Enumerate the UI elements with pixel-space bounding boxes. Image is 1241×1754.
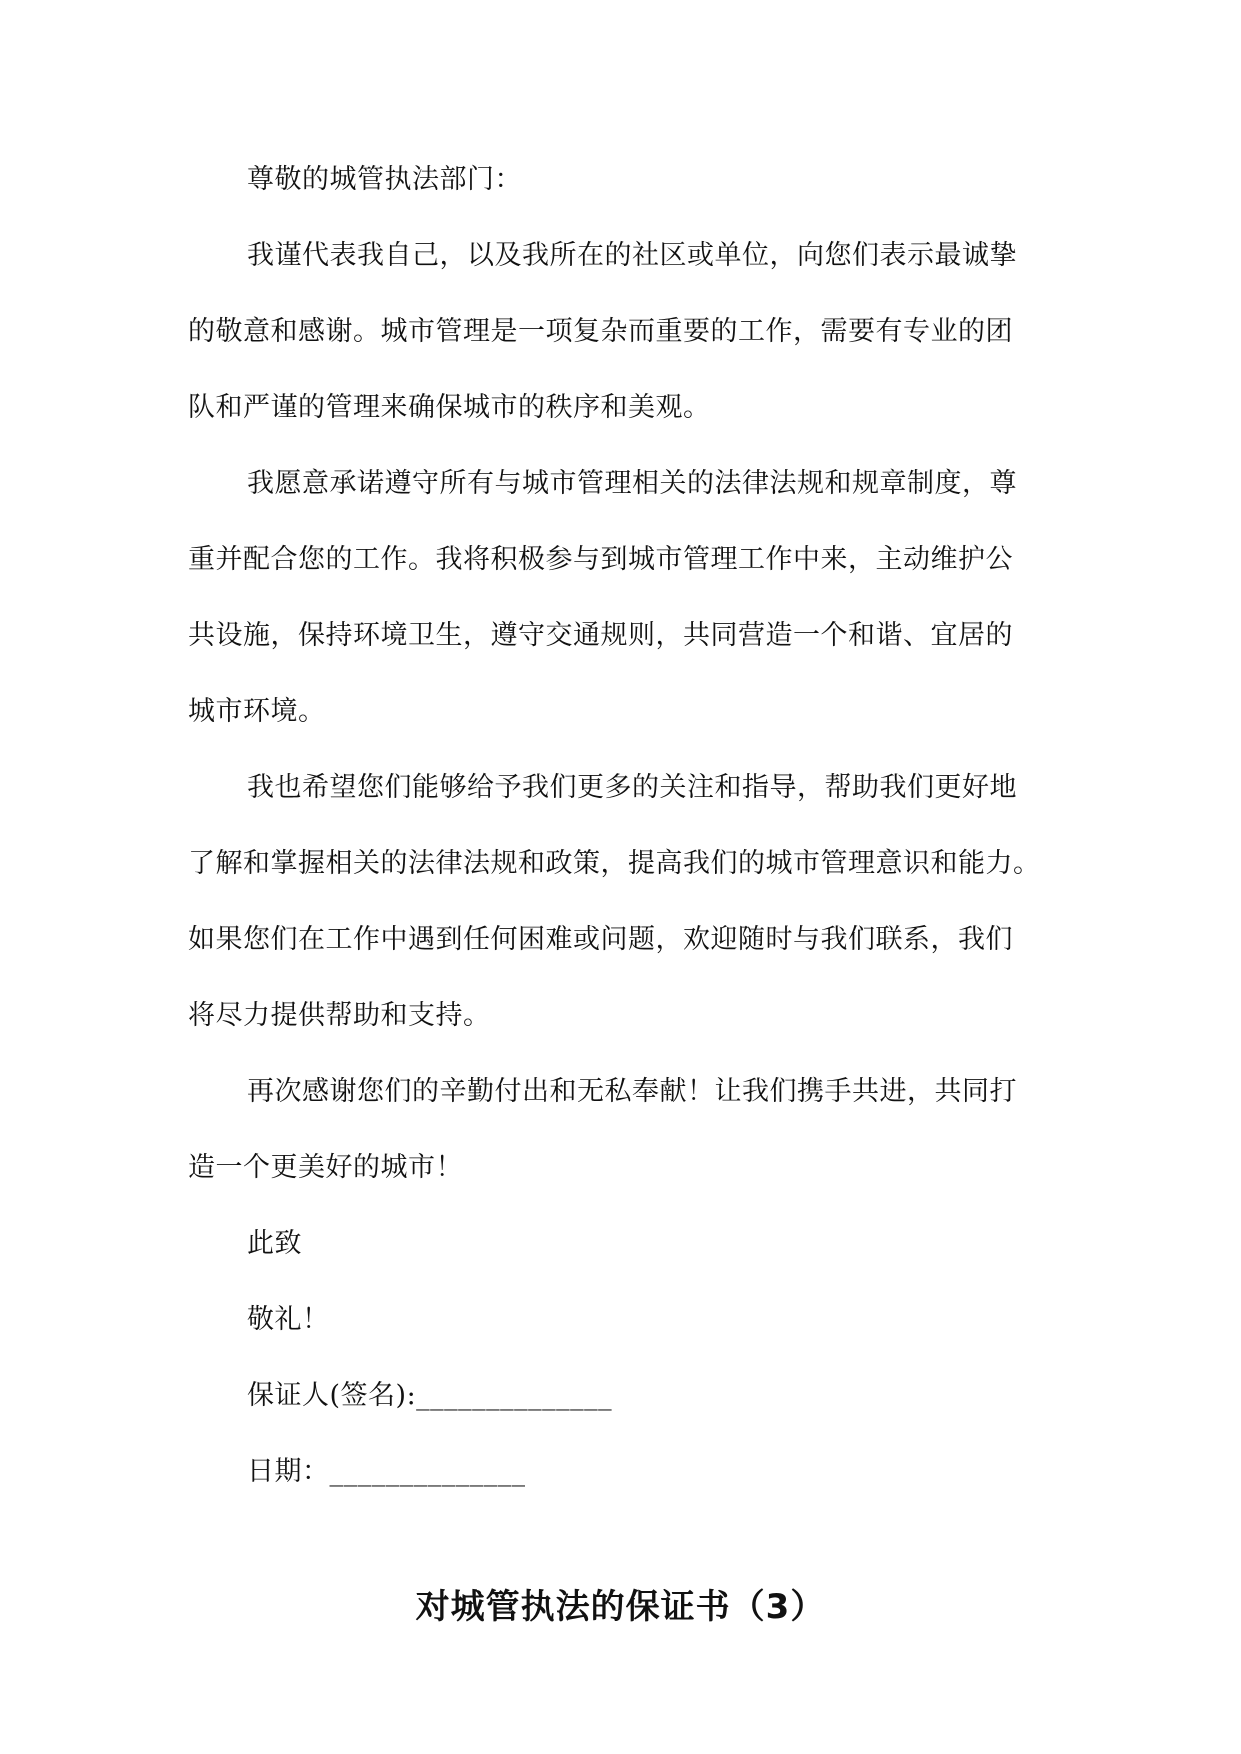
paragraph-1-line-1: 我谨代表我自己，以及我所在的社区或单位，向您们表示最诚挚 (247, 240, 1017, 271)
paragraph-3-line-2: 了解和掌握相关的法律法规和政策，提高我们的城市管理意识和能力。 (188, 848, 1041, 879)
signature-line: 保证人(签名):______________ (247, 1380, 613, 1411)
salutation: 尊敬的城管执法部门： (247, 164, 522, 195)
date-line: 日期：______________ (247, 1456, 526, 1487)
paragraph-2-line-2: 重并配合您的工作。我将积极参与到城市管理工作中来，主动维护公 (188, 544, 1013, 575)
next-section-title: 对城管执法的保证书（3） (415, 1587, 826, 1627)
paragraph-4-line-2: 造一个更美好的城市！ (188, 1152, 463, 1183)
paragraph-2-line-1: 我愿意承诺遵守所有与城市管理相关的法律法规和规章制度，尊 (247, 468, 1017, 499)
paragraph-3-line-4: 将尽力提供帮助和支持。 (188, 1000, 491, 1031)
paragraph-2-line-3: 共设施，保持环境卫生，遵守交通规则，共同营造一个和谐、宜居的 (188, 620, 1013, 651)
closing-jing-li: 敬礼！ (247, 1304, 330, 1335)
closing-ci-zhi: 此致 (247, 1228, 302, 1259)
letter-body (188, 142, 1058, 1510)
paragraph-1-line-2: 的敬意和感谢。城市管理是一项复杂而重要的工作，需要有专业的团 (188, 316, 1013, 347)
paragraph-3-line-3: 如果您们在工作中遇到任何困难或问题，欢迎随时与我们联系，我们 (188, 924, 1013, 955)
paragraph-2-line-4: 城市环境。 (188, 696, 326, 727)
paragraph-1-line-3: 队和严谨的管理来确保城市的秩序和美观。 (188, 392, 711, 423)
paragraph-4-line-1: 再次感谢您们的辛勤付出和无私奉献！让我们携手共进，共同打 (247, 1076, 1017, 1107)
paragraph-3-line-1: 我也希望您们能够给予我们更多的关注和指导，帮助我们更好地 (247, 772, 1017, 803)
